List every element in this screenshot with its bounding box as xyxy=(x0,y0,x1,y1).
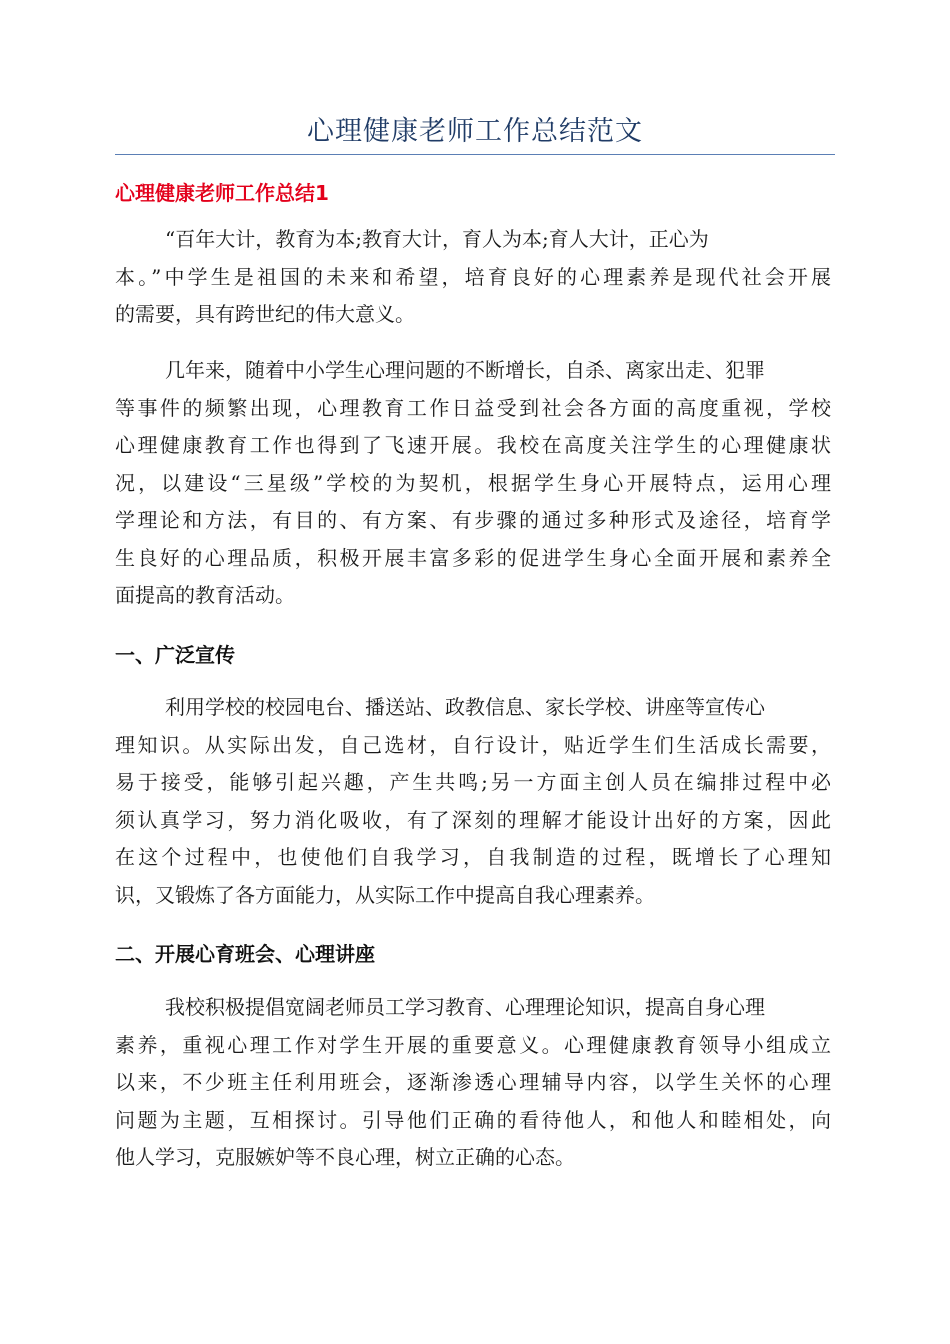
paragraph-line: 素养，重视心理工作对学生开展的重要意义。心理健康教育领导小组成立 xyxy=(115,1032,831,1057)
subheading-class-meetings: 二、开展心育班会、心理讲座 xyxy=(115,942,375,966)
document-title: 心理健康老师工作总结范文 xyxy=(307,116,643,147)
paragraph-line: 几年来，随着中小学生心理问题的不断增长，自杀、离家出走、犯罪 xyxy=(165,358,765,382)
paragraph-line: 问题为主题，互相探讨。引导他们正确的看待他人，和他人和睦相处，向 xyxy=(115,1107,831,1132)
paragraph-line: 利用学校的校园电台、播送站、政教信息、家长学校、讲座等宣传心 xyxy=(165,695,765,719)
paragraph-line: 生良好的心理品质，积极开展丰富多彩的促进学生身心全面开展和素养全 xyxy=(115,545,831,570)
paragraph-4 xyxy=(115,989,831,1177)
paragraph-line: 在这个过程中，也使他们自我学习，自我制造的过程，既增长了心理知 xyxy=(115,845,831,869)
paragraph-line: 我校积极提倡宽阔老师员工学习教育、心理理论知识，提高自身心理 xyxy=(165,995,765,1019)
title-underline xyxy=(115,154,835,155)
paragraph-line: 识，又锻炼了各方面能力，从实际工作中提高自我心理素养。 xyxy=(115,882,655,907)
subheading-publicity: 一、广泛宣传 xyxy=(115,643,235,667)
paragraph-line: 学理论和方法，有目的、有方案、有步骤的通过多种形式及途径，培育学 xyxy=(115,508,831,532)
paragraph-line: 易于接受，能够引起兴趣，产生共鸣;另一方面主创人员在编排过程中必 xyxy=(115,770,831,794)
paragraph-line: 面提高的教育活动。 xyxy=(115,583,295,607)
paragraph-3 xyxy=(115,689,831,914)
section-heading: 心理健康老师工作总结1 xyxy=(115,181,329,205)
paragraph-line: “百年大计，教育为本;教育大计，育人为本;育人大计，正心为 xyxy=(165,227,709,251)
paragraph-line: 况，以建设“三星级”学校的为契机，根据学生身心开展特点，运用心理 xyxy=(115,470,831,495)
paragraph-line: 理知识。从实际出发，自己选材，自行设计，贴近学生们生活成长需要， xyxy=(115,732,831,757)
paragraph-line: 心理健康教育工作也得到了飞速开展。我校在高度关注学生的心理健康状 xyxy=(115,433,831,457)
paragraph-line: 等事件的频繁出现，心理教育工作日益受到社会各方面的高度重视，学校 xyxy=(115,395,831,420)
paragraph-line: 本。”中学生是祖国的未来和希望，培育良好的心理素养是现代社会开展 xyxy=(115,264,831,289)
paragraph-2 xyxy=(115,352,831,615)
paragraph-line: 的需要，具有跨世纪的伟大意义。 xyxy=(115,302,415,326)
paragraph-line: 以来，不少班主任利用班会，逐渐渗透心理辅导内容，以学生关怀的心理 xyxy=(115,1070,831,1094)
paragraph-line: 他人学习，克服嫉妒等不良心理，树立正确的心态。 xyxy=(115,1145,575,1169)
paragraph-1 xyxy=(115,221,831,334)
paragraph-line: 须认真学习，努力消化吸收，有了深刻的理解才能设计出好的方案，因此 xyxy=(115,807,831,832)
